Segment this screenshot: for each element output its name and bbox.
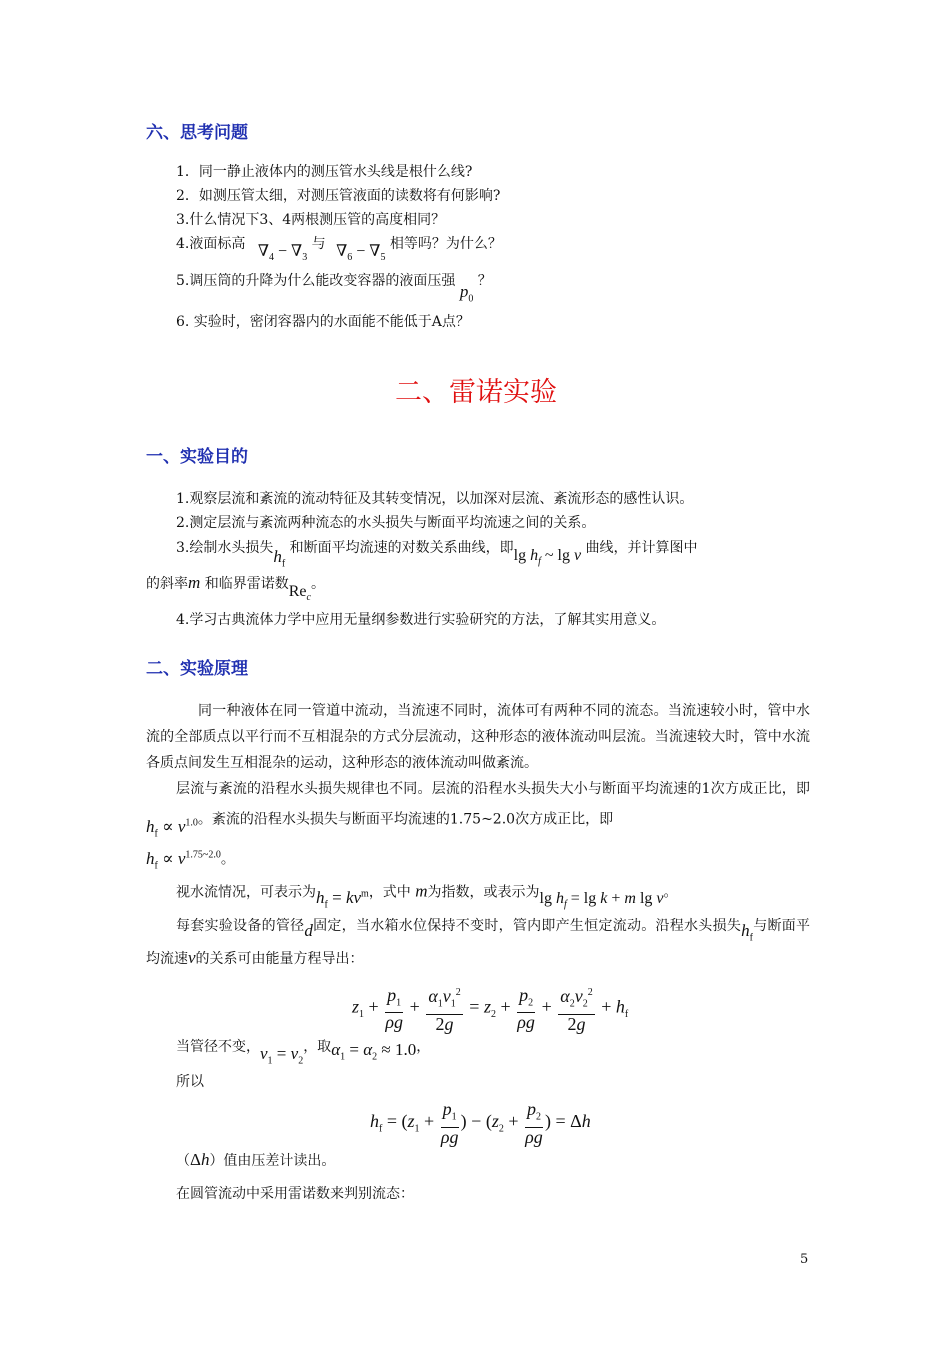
question-4: 4.液面标高 $\nabla_4 - \nabla_3$ 与 $\nabla_6 - \nabla_5$ 相等吗？为什么？ — [176, 236, 502, 264]
question-2: 2．如测压管太细，对测压管液面的读数将有何影响? — [176, 188, 501, 204]
reynolds-intro: 在圆管流动中采用雷诺数来判别流态： — [176, 1186, 414, 1202]
critical-reynolds-symbol: $Re_c$ — [288, 583, 311, 604]
alpha-equality: $\alpha_1 = \alpha_2 \approx 1.0$ — [331, 1040, 417, 1063]
therefore-text: 所以 — [176, 1074, 204, 1090]
question-1: 1．同一静止液体内的测压管水头线是根什么线? — [176, 164, 473, 180]
pressure-diff-note: （Δh）值由压差计读出。 — [176, 1150, 336, 1169]
head-loss-symbol-2: $h_f$ — [741, 921, 753, 944]
question-6: 6. 实验时，密闭容器内的水面能不能低于A点？ — [176, 314, 470, 330]
constant-diameter-condition: 当管径不变，$v_1 = v_2$，取$\alpha_1 = \alpha_2 \approx 1.0$， — [176, 1039, 431, 1067]
velocity-equality: $v_1 = v_2$ — [260, 1044, 304, 1067]
pressure-symbol: $p_0$ — [459, 282, 474, 305]
purpose-3: 3.绘制水头损失$h_f$ 和断面平均流速的对数关系曲线，即$\lg h_f$ ~ lg v 曲线，并计算图中 — [176, 540, 698, 570]
exponent-symbol: m — [415, 881, 428, 901]
section-title-purpose: 一、实验目的 — [146, 447, 248, 467]
purpose-1: 1.观察层流和紊流的流动特征及其转变情况，以加深对层流、紊流形态的感性认识。 — [176, 491, 694, 507]
principle-paragraph-2: 层流与紊流的沿程水头损失规律也不同。层流的沿程水头损失大小与断面平均流速的1次方成正比，即$h_f \propto v^{1.0}$。紊流的沿程水头损失与断面平均流速的1.75~2.0次方成正比，即 — [146, 781, 810, 840]
delta-h-symbol: Δh — [190, 1150, 210, 1169]
principle-paragraph-3: 视水流情况，可表示为$h_f = kv^m$，式中 m为指数，或表示为$\lg h_f = \lg k + m$ lg v。 — [176, 881, 678, 911]
diameter-symbol: d — [304, 921, 313, 940]
page-number: 5 — [800, 1252, 809, 1267]
level-difference-formula-2: $\nabla_6 - \nabla_5$ — [336, 243, 386, 264]
energy-equation: $z_1$ + $\frac{p_1}{\rho g}$ + $\frac{\alpha_1v_1^2}{2g}$ = $z_2$ + $\frac{p_2}{\rho g}$ + $\frac{\alpha_2v_2^2}{2g}$ + $h_f$ — [352, 984, 629, 1034]
purpose-4: 4.学习古典流体力学中应用无量纲参数进行实验研究的方法，了解其实用意义。 — [176, 612, 666, 628]
log-relation-formula: $\lg h_f$ ~ lg v — [513, 547, 582, 568]
velocity-symbol: v — [188, 948, 196, 968]
power-law-formula: $h_f = kv^m$ — [316, 887, 369, 911]
head-loss-equation: $h_f = (z_1$ + $\frac{p_1}{\rho g}$ ) − ($z_2$ + $\frac{p_2}{\rho g}$ ) = Δh — [370, 1099, 591, 1147]
head-loss-symbol: $h_f$ — [273, 547, 286, 570]
laminar-law-formula: $h_f \propto v^{1.0}$ — [146, 816, 198, 840]
principle-paragraph-4: 每套实验设备的管径d固定，当水箱水位保持不变时，管内即产生恒定流动。沿程水头损失$h_f$与断面平均流速v的关系可由能量方程导出： — [146, 918, 811, 968]
log-power-law-formula: $\lg h_f = \lg k + m$ lg v — [539, 889, 664, 910]
question-3: 3.什么情况下3、4两根测压管的高度相同？ — [176, 212, 446, 228]
level-difference-formula-1: $\nabla_4 - \nabla_3$ — [257, 243, 308, 264]
purpose-2: 2.测定层流与紊流两种流态的水头损失与断面平均流速之间的关系。 — [176, 515, 596, 531]
question-5: 5.调压筒的升降为什么能改变容器的液面压强 $p_0$ ？ — [176, 273, 492, 305]
principle-paragraph-1: 同一种液体在同一管道中流动，当流速不同时，流体可有两种不同的流态。当流速较小时，管中水流的全部质点以平行而不互相混杂的方式分层流动，这种形态的液体流动叫层流。当流速较大时，管中水流各质点间发生互相混杂的运动，这种形态的液体流动叫做紊流。 — [146, 703, 810, 771]
section-title-principle: 二、实验原理 — [146, 659, 248, 679]
slope-symbol: m — [188, 573, 201, 592]
section-title-questions: 六、思考问题 — [146, 123, 248, 143]
chapter-title: 二、雷诺实验 — [395, 377, 557, 408]
purpose-3-cont: 的斜率m 和临界雷诺数$Re_c$。 — [146, 573, 325, 604]
turbulent-law-formula: $h_f \propto v^{1.75\sim 2.0}$。 — [146, 848, 235, 872]
